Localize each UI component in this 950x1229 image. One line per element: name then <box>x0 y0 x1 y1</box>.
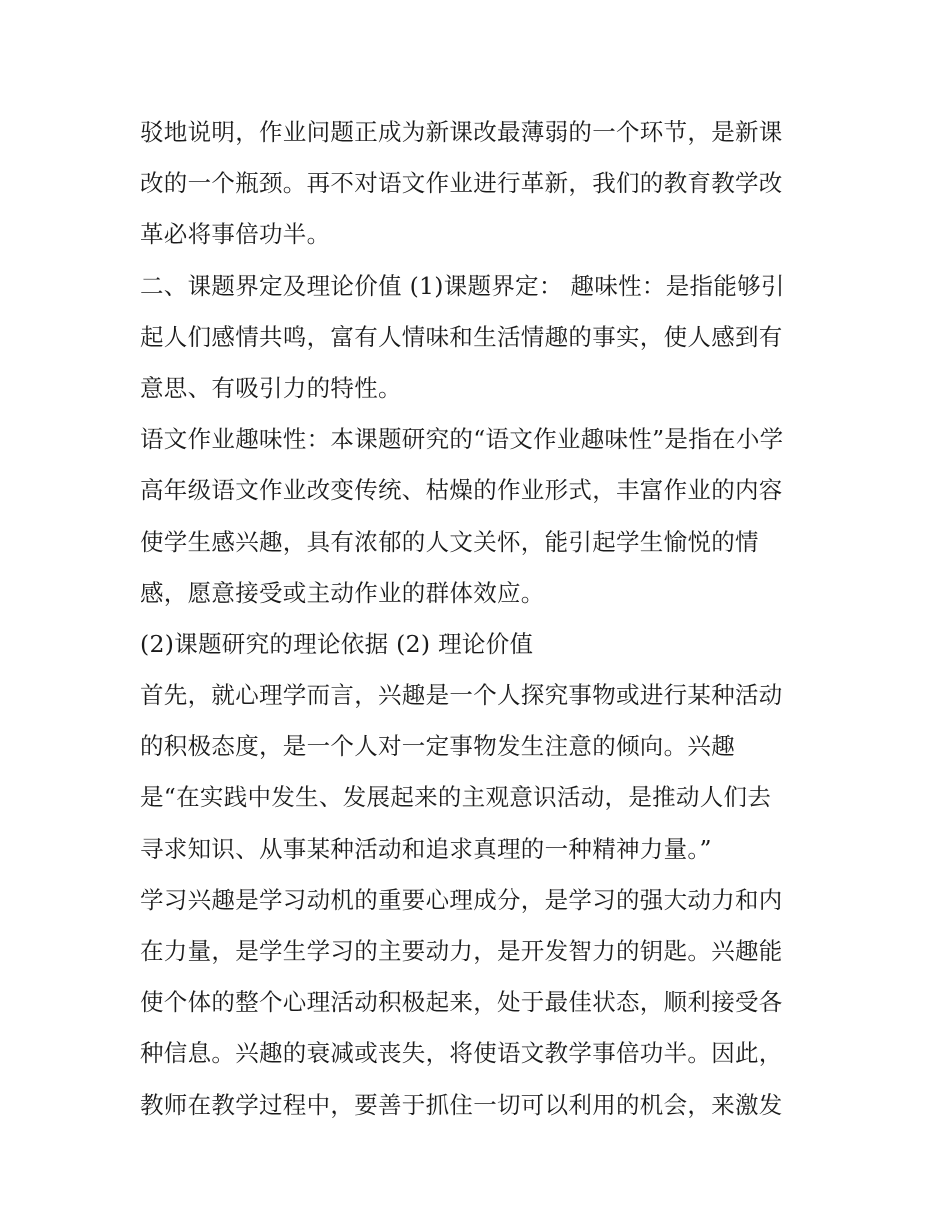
text-line: 高年级语文作业改变传统、枯燥的作业形式，丰富作业的内容 <box>140 476 783 505</box>
text-line: 语文作业趣味性：本课题研究的“语文作业趣味性”是指在小学 <box>140 425 784 454</box>
text-line: 教师在教学过程中，要善于抓住一切可以利用的机会，来激发 <box>140 1090 783 1119</box>
text-line: 种信息。兴趣的衰减或丧失，将使语文教学事倍功半。因此， <box>140 1039 783 1068</box>
section-heading-line: 二、课题界定及理论价值 (1)课题界定： 趣味性：是指能够引 <box>140 271 785 300</box>
text-line: 感，愿意接受或主动作业的群体效应。 <box>140 578 545 607</box>
document-page <box>140 107 820 1131</box>
text-line: 起人们感情共鸣，富有人情味和生活情趣的事实，使人感到有 <box>140 322 783 351</box>
subheading-line: (2)课题研究的理论依据 (2) 理论价值 <box>140 629 534 658</box>
text-line: 革必将事倍功半。 <box>140 220 331 249</box>
text-line: 寻求知识、从事某种活动和追求真理的一种精神力量。” <box>140 834 712 863</box>
text-line: 驳地说明，作业问题正成为新课改最薄弱的一个环节，是新课 <box>140 118 783 146</box>
text-line: 是“在实践中发生、发展起来的主观意识活动，是推动人们去 <box>140 783 772 812</box>
text-line: 学习兴趣是学习动机的重要心理成分，是学习的强大动力和内 <box>140 885 783 914</box>
text-line: 使个体的整个心理活动积极起来，处于最佳状态，顺利接受各 <box>140 988 783 1017</box>
text-line: 改的一个瓶颈。再不对语文作业进行革新，我们的教育教学改 <box>140 169 783 198</box>
text-line: 在力量，是学生学习的主要动力，是开发智力的钥匙。兴趣能 <box>140 937 783 965</box>
text-line: 使学生感兴趣，具有浓郁的人文关怀，能引起学生愉悦的情 <box>140 527 759 556</box>
text-line: 意思、有吸引力的特性。 <box>140 373 402 402</box>
text-line: 首先，就心理学而言，兴趣是一个人探究事物或进行某种活动 <box>140 681 783 710</box>
text-line: 的积极态度，是一个人对一定事物发生注意的倾向。兴趣 <box>140 732 735 761</box>
